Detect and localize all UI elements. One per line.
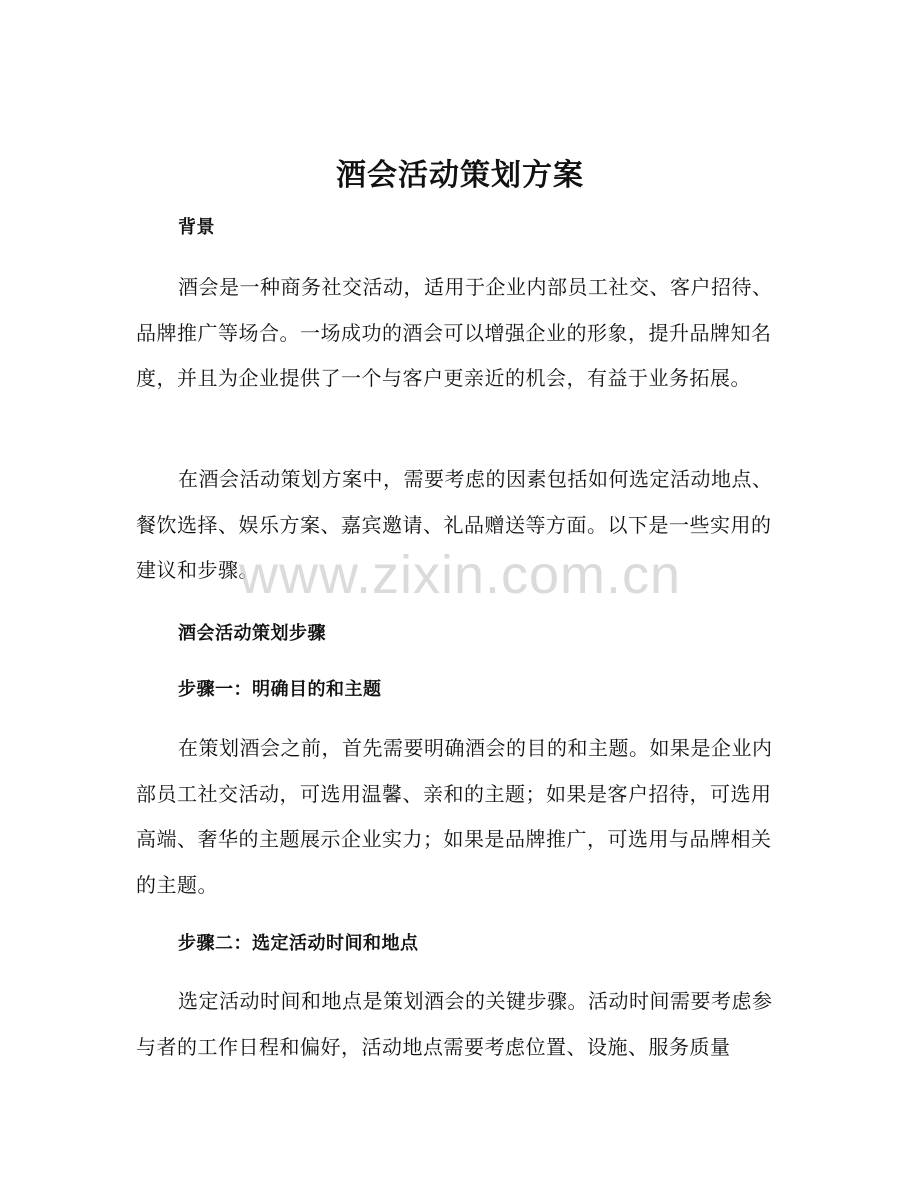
watermark-text: www.zixin.com.cn: [238, 545, 682, 605]
paragraph-background-2: 在酒会活动策划方案中，需要考虑的因素包括如何选定活动地点、餐饮选择、娱乐方案、嘉宾邀请、礼品赠送等方面。以下是一些实用的建议和步骤。: [136, 467, 773, 582]
section-heading-steps: 酒会活动策划步骤: [178, 623, 326, 644]
step-two-paragraph: 选定活动时间和地点是策划酒会的关键步骤。活动时间需要考虑参与者的工作日程和偏好，活动地点需要考虑位置、设施、服务质量: [136, 989, 773, 1059]
paragraph-background-1: 酒会是一种商务社交活动，适用于企业内部员工社交、客户招待、品牌推广等场合。一场成功的酒会可以增强企业的形象，提升品牌知名度，并且为企业提供了一个与客户更亲近的机会，有益于业务拓展。: [136, 275, 773, 390]
step-two-heading: 步骤二：选定活动时间和地点: [178, 933, 419, 954]
document-title: 酒会活动策划方案: [336, 158, 584, 193]
section-heading-background: 背景: [178, 217, 215, 238]
step-one-heading: 步骤一：明确目的和主题: [178, 679, 382, 700]
step-one-paragraph: 在策划酒会之前，首先需要明确酒会的目的和主题。如果是企业内部员工社交活动，可选用温馨、亲和的主题；如果是客户招待，可选用高端、奢华的主题展示企业实力；如果是品牌推广，可选用与品牌相关的主题。: [136, 736, 773, 897]
